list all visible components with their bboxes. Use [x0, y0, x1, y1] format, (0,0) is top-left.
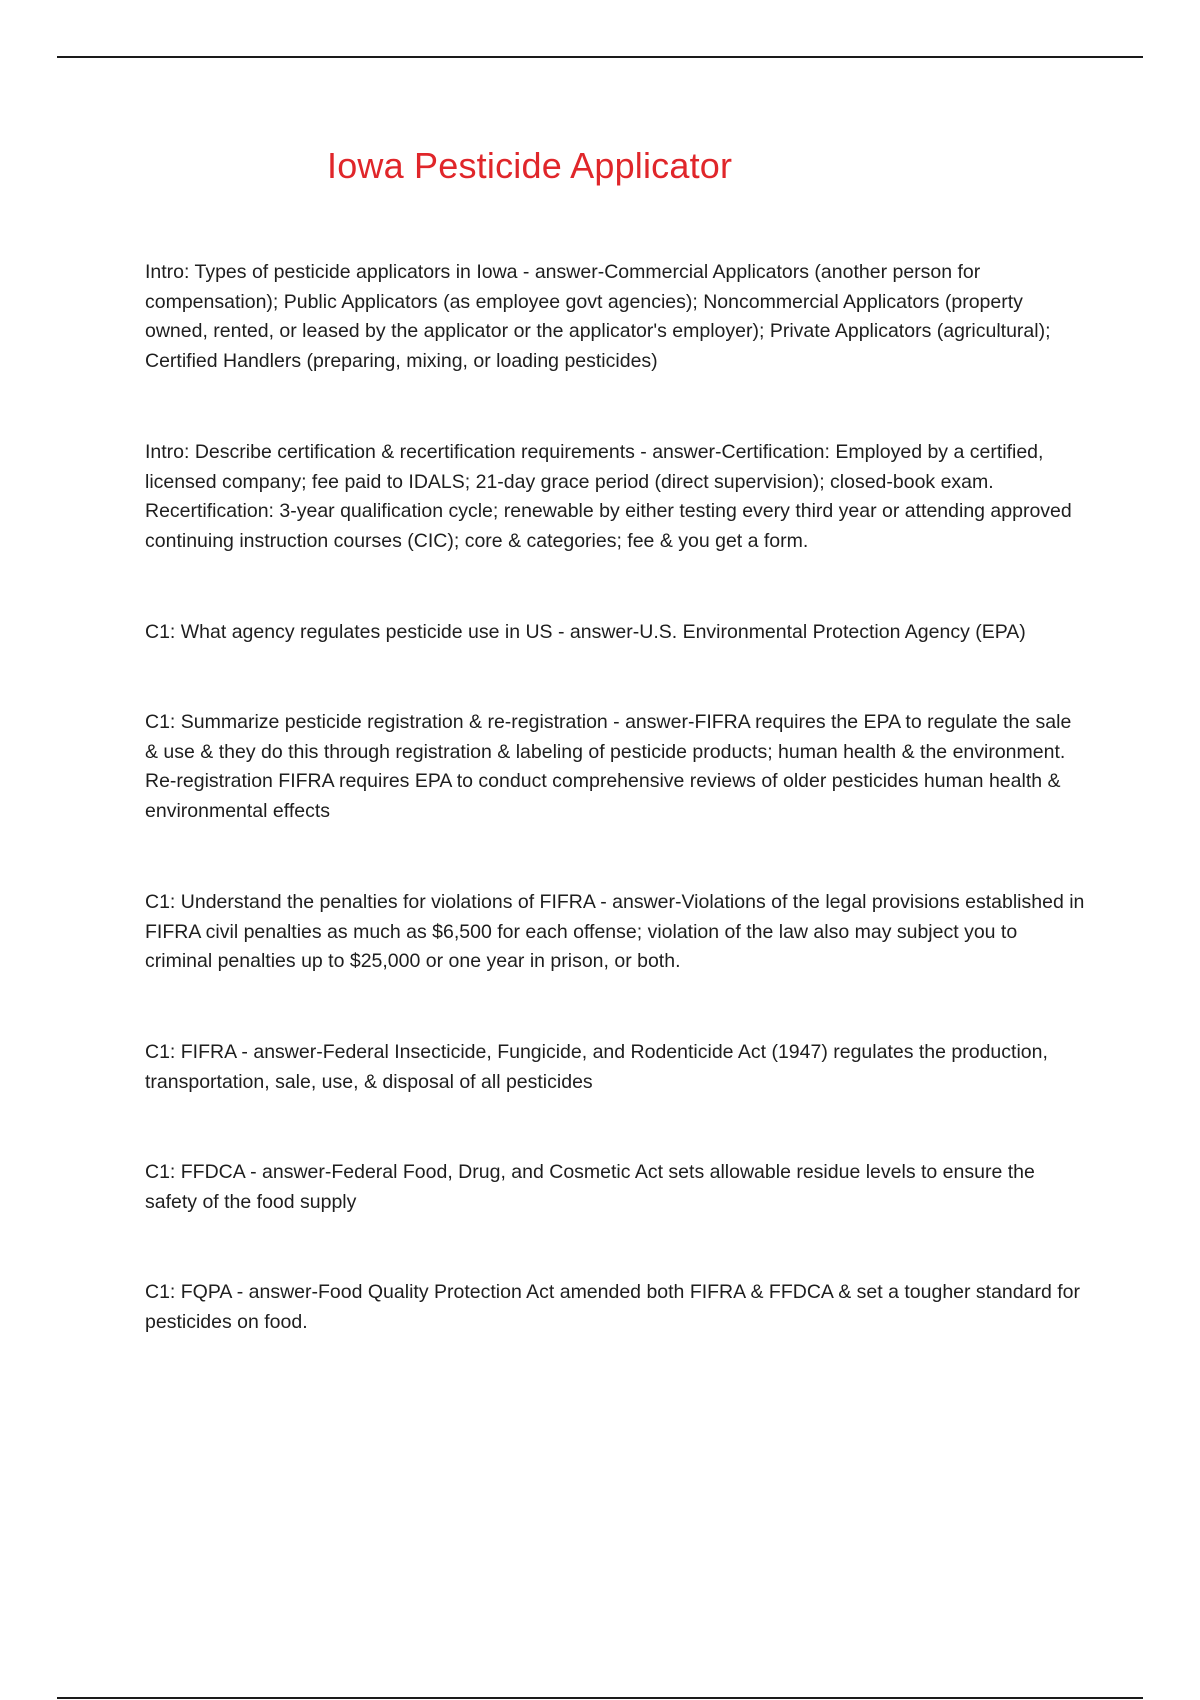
qa-item-fifra: C1: FIFRA - answer-Federal Insecticide, Fungicide, and Rodenticide Act (1947) regulates the production, transportation, sale, use, & disposal of all pesticides	[145, 1041, 1048, 1093]
qa-item-penalties: C1: Understand the penalties for violations of FIFRA - answer-Violations of the legal provisions established in FIFRA civil penalties as much as $6,500 for each offense; violation of the law also may subject you to criminal penalties up to $25,000 or one year in prison, or both.	[145, 891, 1085, 972]
qa-item-registration: C1: Summarize pesticide registration & re-registration - answer-FIFRA requires the EPA to regulate the sale & use & they do this through registration & labeling of pesticide products; human health & the environment. Re-registration FIFRA requires EPA to conduct comprehensive reviews of older pesticides human health & environmental effects	[145, 711, 1072, 822]
bottom-rule	[57, 1697, 1143, 1699]
qa-item-certification: Intro: Describe certification & recertification requirements - answer-Certification: Employed by a certified, licensed company; fee paid to IDALS; 21-day grace period (direct supervision); closed-book exam. Recertification: 3-year qualification cycle; renewable by either testing every third year or attending approved continuing instruction courses (CIC); core & categories; fee & you get a form.	[145, 441, 1072, 552]
qa-item-applicator-types: Intro: Types of pesticide applicators in Iowa - answer-Commercial Applicators (another person for compensation); Public Applicators (as employee govt agencies); Noncommercial Applicators (property owned, rented, or leased by the applicator or the applicator's employer); Private Applicators (agricultural); Certified Handlers (preparing, mixing, or loading pesticides)	[145, 261, 1051, 372]
qa-item-fqpa: C1: FQPA - answer-Food Quality Protection Act amended both FIFRA & FFDCA & set a tougher standard for pesticides on food.	[145, 1281, 1080, 1333]
document-title: Iowa Pesticide Applicator	[327, 145, 733, 186]
qa-item-regulating-agency: C1: What agency regulates pesticide use in US - answer-U.S. Environmental Protection Agency (EPA)	[145, 621, 1026, 643]
qa-item-ffdca: C1: FFDCA - answer-Federal Food, Drug, and Cosmetic Act sets allowable residue levels to ensure the safety of the food supply	[145, 1161, 1035, 1213]
top-rule	[57, 56, 1143, 58]
